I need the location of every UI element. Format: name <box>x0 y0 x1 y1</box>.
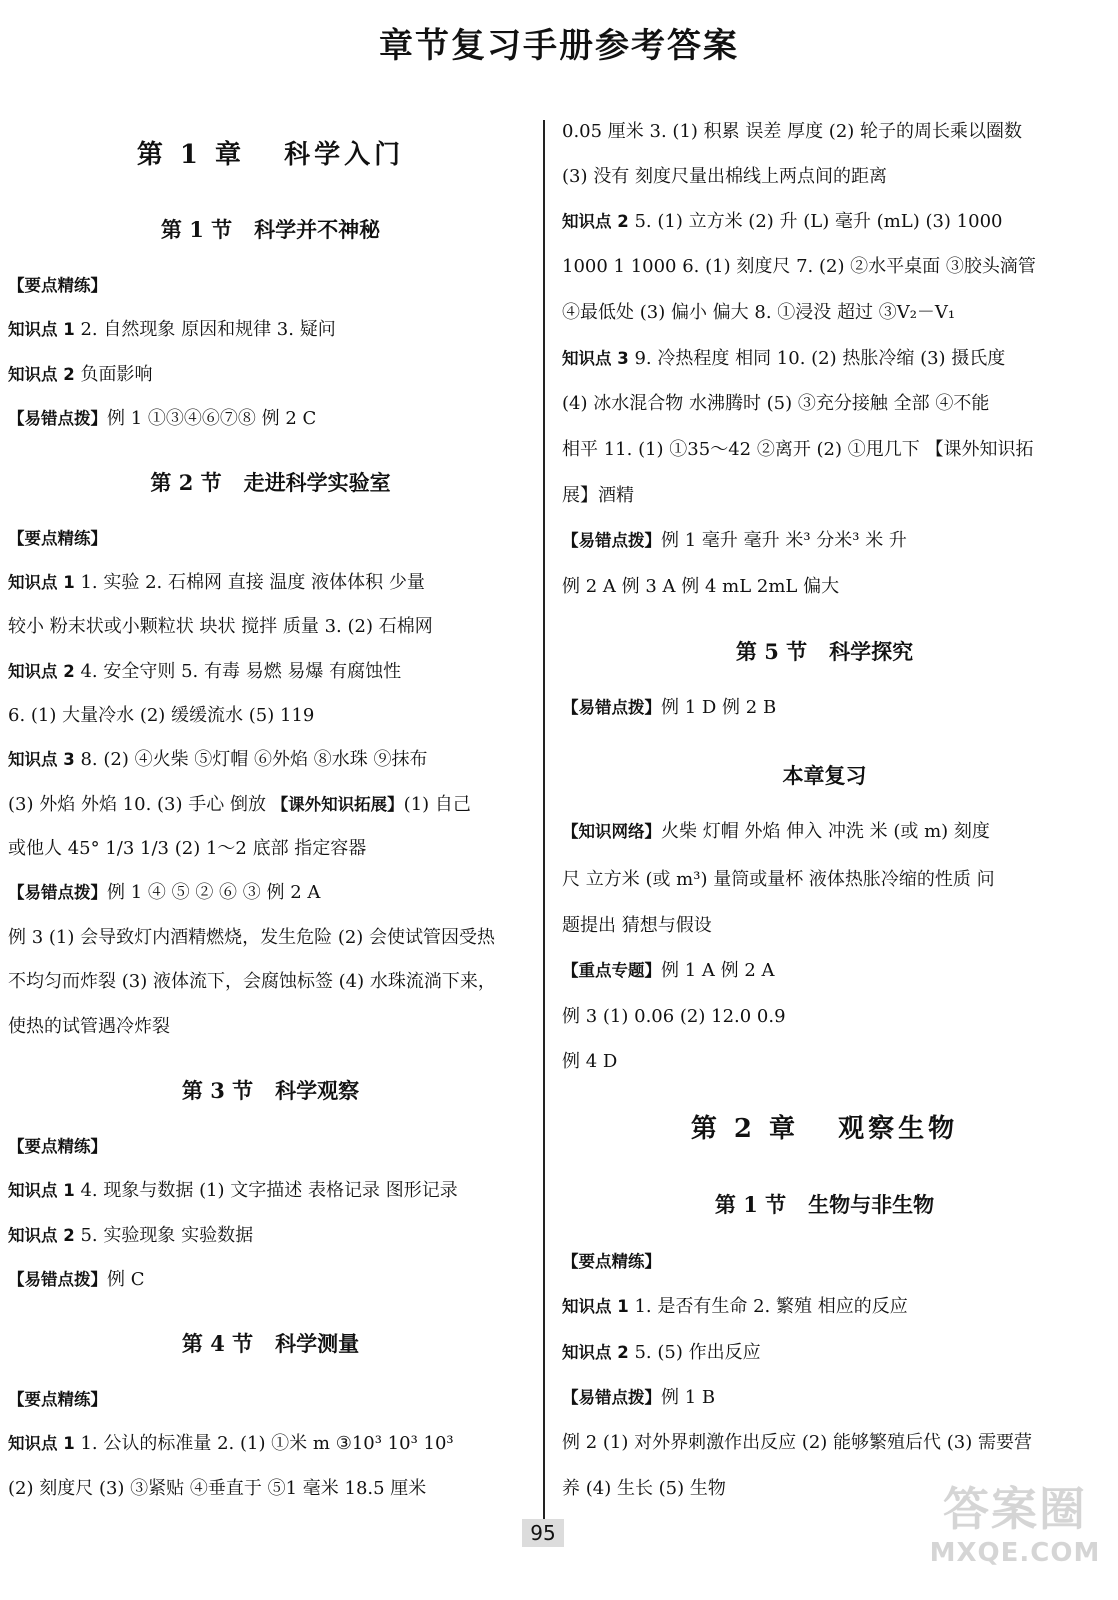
answer-tag: 知识点 1 <box>8 1434 75 1453</box>
watermark-logo <box>922 1480 1108 1592</box>
answer-tag: 【易错点拨】 <box>8 883 107 902</box>
answer-line: 知识点 1 4. 现象与数据 (1) 文字描述 表格记录 图形记录 <box>8 1180 458 1201</box>
answer-tag: 知识点 1 <box>8 573 75 592</box>
answer-line: 【易错点拨】例 1 ④ ⑤ ② ⑥ ③ 例 2 A <box>8 882 321 903</box>
answer-tag: 【易错点拨】 <box>8 409 107 428</box>
answer-line: 知识点 1 1. 实验 2. 石棉网 直接 温度 液体体积 少量 <box>8 572 425 593</box>
watermark-text: 答案圈 <box>943 1482 1087 1536</box>
answer-line: 较小 粉末状或小颗粒状 块状 搅拌 质量 3. (2) 石棉网 <box>8 616 433 637</box>
answer-line: (3) 没有 刻度尺量出棉线上两点间的距离 <box>562 166 887 187</box>
answer-line: (3) 外焰 外焰 10. (3) 手心 倒放 【课外知识拓展】(1) 自己 <box>8 794 471 815</box>
answer-tag: 【知识网络】 <box>562 822 661 841</box>
answer-line <box>8 527 533 551</box>
answer-line <box>8 274 533 298</box>
answer-line: 不均匀而炸裂 (3) 液体流下，会腐蚀标签 (4) 水珠流淌下来， <box>8 971 496 992</box>
answer-line: 知识点 3 8. (2) ④火柴 ⑤灯帽 ⑥外焰 ⑧水珠 ⑨抹布 <box>8 749 428 770</box>
answer-line: 1000 1 1000 6. (1) 刻度尺 7. (2) ②水平桌面 ③胶头滴管 <box>562 256 1036 277</box>
column-divider <box>543 120 545 1530</box>
answer-line: 【易错点拨】例 1 B <box>562 1387 716 1408</box>
answer-line <box>8 1135 533 1159</box>
answer-line: 养 (4) 生长 (5) 生物 <box>562 1478 726 1499</box>
chapter-review-title: 本章复习 <box>782 763 867 788</box>
answer-line: (2) 刻度尺 (3) ③紧贴 ④垂直于 ⑤1 毫米 18.5 厘米 <box>8 1478 427 1499</box>
answer-tag: 【要点精练】 <box>8 529 107 548</box>
answer-line: 知识点 3 9. 冷热程度 相同 10. (2) 热胀冷缩 (3) 摄氏度 <box>562 348 1006 369</box>
page-title: 章节复习手册参考答案 <box>379 26 739 66</box>
answer-line <box>562 1250 1087 1274</box>
answer-line: 展】酒精 <box>562 485 634 506</box>
answer-tag: 【易错点拨】 <box>562 531 661 550</box>
answer-line: 使热的试管遇冷炸裂 <box>8 1016 170 1037</box>
answer-line: 例 2 (1) 对外界刺激作出反应 (2) 能够繁殖后代 (3) 需要营 <box>562 1432 1032 1453</box>
answer-line: 【重点专题】例 1 A 例 2 A <box>562 960 775 981</box>
answer-tag: 【要点精练】 <box>8 1137 107 1156</box>
answer-tag: 知识点 2 <box>8 365 75 384</box>
answer-tag: 知识点 1 <box>8 1181 75 1200</box>
answer-line: 例 3 (1) 0.06 (2) 12.0 0.9 <box>562 1006 786 1027</box>
answer-tag: 知识点 3 <box>562 349 629 368</box>
answer-tag: 知识点 2 <box>8 1226 75 1245</box>
answer-line: 【易错点拨】例 1 ①③④⑥⑦⑧ 例 2 C <box>8 408 317 429</box>
answer-line: 例 3 (1) 会导致灯内酒精燃烧，发生危险 (2) 会使试管因受热 <box>8 927 496 948</box>
answer-line: 相平 11. (1) ①35～42 ②离开 (2) ①甩几下 【课外知识拓 <box>562 439 1034 460</box>
answer-tag: 【易错点拨】 <box>8 1270 107 1289</box>
section-3-title: 第 3 节 科学观察 <box>181 1078 360 1103</box>
answer-line: 知识点 2 5. (1) 立方米 (2) 升 (L) 毫升 (mL) (3) 1000 <box>562 211 1003 232</box>
watermark-url: MXQE.COM <box>929 1538 1101 1568</box>
answer-tag: 知识点 2 <box>562 1343 629 1362</box>
section-2-title: 第 2 节 走进科学实验室 <box>150 470 391 495</box>
answer-line: 或他人 45° 1/3 1/3 (2) 1～2 底部 指定容器 <box>8 838 367 859</box>
section-1-title: 第 1 节 科学并不神秘 <box>160 217 381 242</box>
answer-line: ④最低处 (3) 偏小 偏大 8. ①浸没 超过 ③V₂－V₁ <box>562 302 956 323</box>
answer-line: 例 2 A 例 3 A 例 4 mL 2mL 偏大 <box>562 576 840 597</box>
answer-line: 知识点 2 负面影响 <box>8 364 153 385</box>
answer-tag: 知识点 1 <box>8 320 75 339</box>
answer-tag: 【要点精练】 <box>562 1252 661 1271</box>
answer-line: (4) 冰水混合物 水沸腾时 (5) ③充分接触 全部 ④不能 <box>562 393 990 414</box>
page-number: 95 <box>522 1519 564 1547</box>
answer-tag: 【重点专题】 <box>562 961 661 980</box>
answer-line <box>8 1388 533 1412</box>
chapter-2-section-1-title: 第 1 节 生物与非生物 <box>714 1192 935 1217</box>
answer-line: 0.05 厘米 3. (1) 积累 误差 厚度 (2) 轮子的周长乘以圈数 <box>562 121 1023 142</box>
chapter-2-title: 第 2 章 观察生物 <box>690 1114 959 1144</box>
answer-line: 【易错点拨】例 C <box>8 1269 145 1290</box>
answer-line: 【易错点拨】例 1 毫升 毫升 米³ 分米³ 米 升 <box>562 530 907 551</box>
section-4-title: 第 4 节 科学测量 <box>181 1331 360 1356</box>
answer-tag: 知识点 2 <box>8 662 75 681</box>
answer-line: 例 4 D <box>562 1051 618 1072</box>
answer-tag: 【要点精练】 <box>8 1390 107 1409</box>
answer-line: 尺 立方米 (或 m³) 量筒或量杯 液体热胀冷缩的性质 问 <box>562 869 995 890</box>
answer-tag: 知识点 2 <box>562 212 629 231</box>
answer-line: 知识点 2 5. (5) 作出反应 <box>562 1342 761 1363</box>
answer-line: 知识点 1 1. 是否有生命 2. 繁殖 相应的反应 <box>562 1296 908 1317</box>
answer-line: 【易错点拨】例 1 D 例 2 B <box>562 697 777 718</box>
answer-line: 知识点 1 2. 自然现象 原因和规律 3. 疑问 <box>8 319 336 340</box>
answer-tag: 【易错点拨】 <box>562 1388 661 1407</box>
answer-line: 6. (1) 大量冷水 (2) 缓缓流水 (5) 119 <box>8 705 315 726</box>
chapter-1-title: 第 1 章 科学入门 <box>136 140 405 170</box>
answer-line: 知识点 2 4. 安全守则 5. 有毒 易燃 易爆 有腐蚀性 <box>8 661 402 682</box>
answer-tag: 【要点精练】 <box>8 276 107 295</box>
answer-tag: 【课外知识拓展】 <box>271 795 404 814</box>
section-5-title: 第 5 节 科学探究 <box>735 639 914 664</box>
answer-tag: 【易错点拨】 <box>562 698 661 717</box>
answer-line: 题提出 猜想与假设 <box>562 915 712 936</box>
answer-line: 【知识网络】火柴 灯帽 外焰 伸入 冲洗 米 (或 m) 刻度 <box>562 821 990 842</box>
answer-line: 知识点 1 1. 公认的标准量 2. (1) ①米 m ③10³ 10³ 10³ <box>8 1433 454 1454</box>
answer-tag: 知识点 1 <box>562 1297 629 1316</box>
answer-tag: 知识点 3 <box>8 750 75 769</box>
answer-line: 知识点 2 5. 实验现象 实验数据 <box>8 1225 254 1246</box>
